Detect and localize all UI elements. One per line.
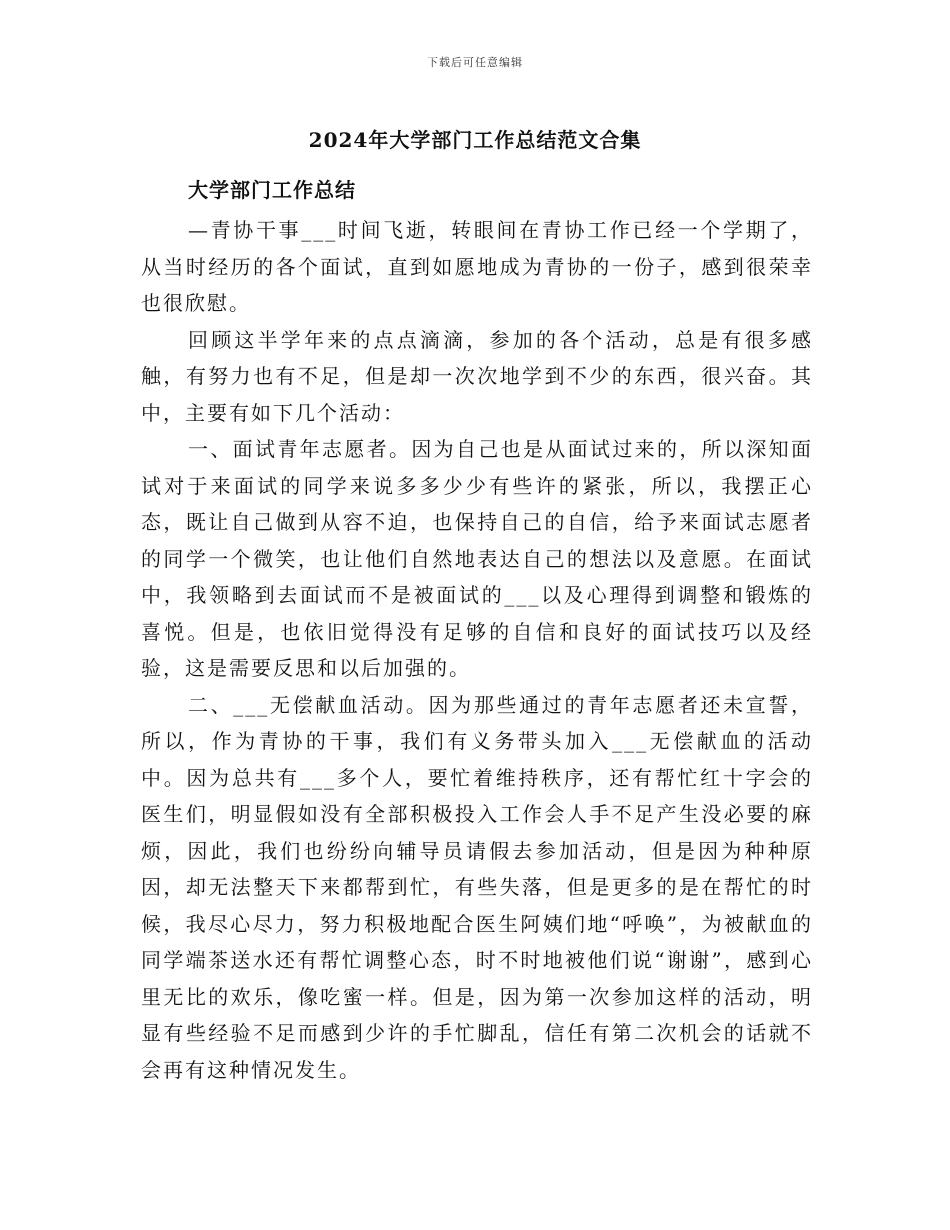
body-text: [141, 212, 813, 1088]
paragraph-interview: 一、面试青年志愿者。因为自己也是从面试过来的，所以深知面试对于来面试的同学来说多多少少有些许的紧张，所以，我摆正心态，既让自己做到从容不迫，也保持自己的自信，给予来面试志愿者的同学一个微笑，也让他们自然地表达自己的想法以及意愿。在面试中，我领略到去面试而不是被面试的___以及心理得到调整和锻炼的喜悦。但是，也依旧觉得没有足够的自信和良好的面试技巧以及经验，这是需要反思和以后加强的。: [141, 437, 813, 680]
paragraph-blood-donation: 二、___无偿献血活动。因为那些通过的青年志愿者还未宣誓，所以，作为青协的干事，我们有义务带头加入___无偿献血的活动中。因为总共有___多个人，要忙着维持秩序，还有帮忙红十字会的医生们，明显假如没有全部积极投入工作会人手不足产生没必要的麻烦，因此，我们也纷纷向辅导员请假去参加活动，但是因为种种原因，却无法整天下来都帮到忙，有些失落，但是更多的是在帮忙的时候，我尽心尽力，努力积极地配合医生阿姨们地“呼唤”，为被献血的同学端茶送水还有帮忙调整心态，时不时地被他们说“谢谢”，感到心里无比的欢乐，像吃蜜一样。但是，因为第一次参加这样的活动，明显有些经验不足而感到少许的手忙脚乱，信任有第二次机会的话就不会再有这种情况发生。: [141, 692, 813, 1082]
section-heading: 大学部门工作总结: [188, 178, 356, 202]
header-note: 下载后可任意编辑: [427, 56, 523, 69]
document-title: 2024年大学部门工作总结范文合集: [308, 128, 642, 152]
paragraph-review: 回顾这半学年来的点点滴滴，参加的各个活动，总是有很多感触，有努力也有不足，但是却一次次地学到不少的东西，很兴奋。其中，主要有如下几个活动：: [141, 327, 813, 425]
paragraph-intro: —青协干事___时间飞逝，转眼间在青协工作已经一个学期了，从当时经历的各个面试，直到如愿地成为青协的一份子，感到很荣幸也很欣慰。: [141, 218, 813, 315]
